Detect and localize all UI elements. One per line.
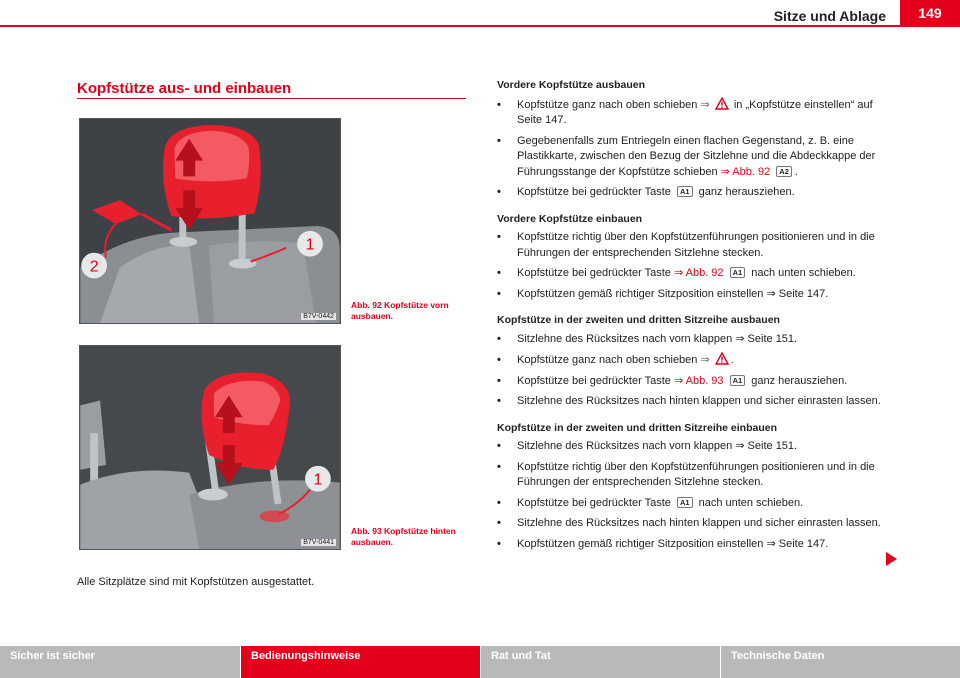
figure-link[interactable]: ⇒ Abb. 92 xyxy=(673,267,724,279)
rear-headrest-illustration xyxy=(80,346,340,549)
section-title: Kopfstütze aus- und einbauen xyxy=(77,80,292,97)
callout-1: 1 xyxy=(313,471,323,489)
list-item: • Kopfstütze richtig über den Kopfstützenführungen positionieren und in die Führungen der entsprechenden Sitzlehne stecken. xyxy=(497,460,875,488)
figure-code: B7V-0442 xyxy=(303,313,334,320)
header-rule xyxy=(0,25,960,27)
list-item: • Kopfstütze bei gedrückter Taste ⇒ Abb. 92 A1 nach unten schieben. xyxy=(497,267,856,279)
key-marker: A1 xyxy=(730,375,746,386)
key-marker: A1 xyxy=(677,497,693,508)
tab-rat-und-tat[interactable]: Rat und Tat xyxy=(480,646,720,678)
figure-front-headrest xyxy=(79,118,341,324)
key-marker: A1 xyxy=(730,267,746,278)
key-marker: A2 xyxy=(776,166,792,177)
subheading: Vordere Kopfstütze ausbauen xyxy=(497,79,645,91)
list-item: • Kopfstützen gemäß richtiger Sitzposition einstellen ⇒ Seite 147. xyxy=(497,287,829,300)
subheading: Vordere Kopfstütze einbauen xyxy=(497,212,643,225)
figure-link[interactable]: ⇒ Abb. 92 xyxy=(720,165,771,178)
list-item: • Sitzlehne des Rücksitzes nach vorn klappen ⇒ Seite 151. xyxy=(497,332,798,345)
tab-sicher-ist-sicher[interactable]: Sicher ist sicher xyxy=(0,646,240,678)
list-item: • Kopfstütze richtig über den Kopfstützenführungen positionieren und in die Führungen der entsprechenden Sitzlehne stecken. xyxy=(497,231,875,259)
warning-icon xyxy=(715,352,729,365)
page-header-title: Sitze und Ablage xyxy=(773,8,886,24)
list-item: • Kopfstütze ganz nach oben schieben ⇒ . xyxy=(497,354,734,366)
list-item: • Gegebenenfalls zum Entriegeln einen flachen Gegenstand, z. B. eine Plastikkarte, zwischen den Bezug der Sitzlehne und die Abdeckkappe der Führungsstange der Kopfstütze schieben ⇒ Abb. 92 A2 . xyxy=(497,134,876,178)
callout-2: 2 xyxy=(89,258,99,276)
list-item: • Kopfstütze bei gedrückter Taste A1 ganz herausziehen. xyxy=(497,186,795,198)
subheading: Kopfstütze in der zweiten und dritten Sitzreihe einbauen xyxy=(497,421,778,434)
figure-caption: Abb. 93 Kopfstütze hinten ausbauen. xyxy=(351,526,456,547)
list-item: • Sitzlehne des Rücksitzes nach hinten klappen und sicher einrasten lassen. xyxy=(497,517,881,529)
list-item: • Sitzlehne des Rücksitzes nach hinten klappen und sicher einrasten lassen. xyxy=(497,395,881,407)
figure-caption: Abb. 92 Kopfstütze vorn ausbauen. xyxy=(351,300,449,321)
figure-link[interactable]: ⇒ Abb. 93 xyxy=(673,374,724,387)
list-item: • Sitzlehne des Rücksitzes nach vorn klappen ⇒ Seite 151. xyxy=(497,440,798,452)
next-page-arrow-icon[interactable] xyxy=(886,552,897,566)
list-item: • Kopfstütze bei gedrückter Taste ⇒ Abb. 93 A1 ganz herausziehen. xyxy=(497,374,848,387)
list-item: • Kopfstützen gemäß richtiger Sitzposition einstellen ⇒ Seite 147. xyxy=(497,537,829,550)
list-item: • Kopfstütze ganz nach oben schieben ⇒ in „Kopfstütze einstellen“ auf Seite 147. xyxy=(497,98,873,126)
front-headrest-illustration xyxy=(80,119,340,323)
tab-technische-daten[interactable]: Technische Daten xyxy=(720,646,960,678)
section-rule xyxy=(77,98,466,99)
subheading: Kopfstütze in der zweiten und dritten Sitzreihe ausbauen xyxy=(497,314,780,326)
instructions-column xyxy=(497,78,892,557)
footer-nav xyxy=(0,646,960,678)
figure-rear-headrest xyxy=(79,345,341,550)
key-marker: A1 xyxy=(677,186,693,197)
callout-1: 1 xyxy=(305,236,315,254)
left-note: Alle Sitzplätze sind mit Kopfstützen ausgestattet. xyxy=(77,576,315,588)
warning-icon xyxy=(715,97,729,110)
page-number: 149 xyxy=(900,0,960,27)
tab-bedienungshinweise[interactable]: Bedienungshinweise xyxy=(240,646,480,678)
list-item: • Kopfstütze bei gedrückter Taste A1 nach unten schieben. xyxy=(497,496,804,509)
figure-code: B7V-0441 xyxy=(303,539,334,546)
